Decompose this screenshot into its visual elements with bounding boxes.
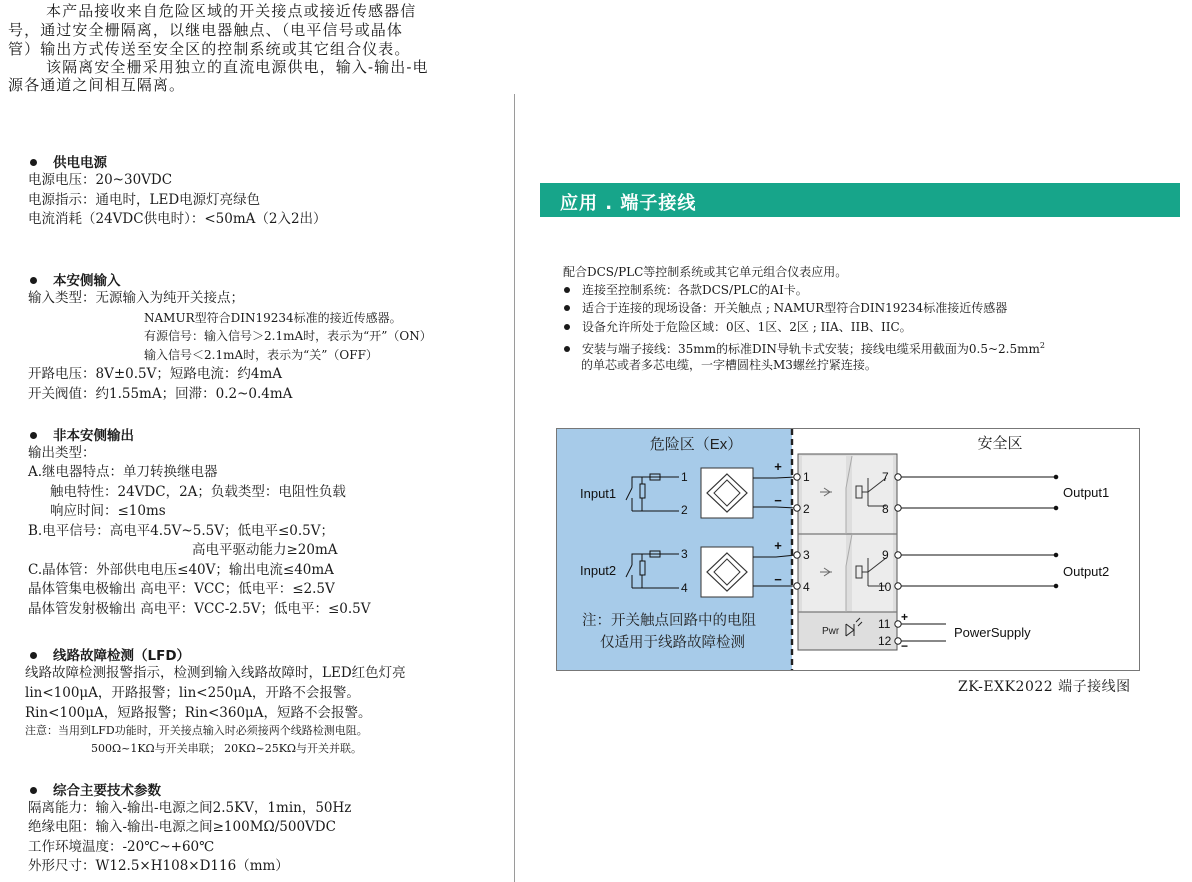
app-continuation: 的单芯或者多芯电缆，一字槽圆柱头M3螺丝拧紧连接。	[581, 358, 877, 372]
input-type: 输入类型：无源输入为纯开关接点；	[28, 290, 244, 306]
module-panel-4	[852, 534, 893, 612]
diagram-note-1: 注：开关触点回路中的电阻	[582, 613, 756, 629]
terminal-7: 7	[882, 470, 889, 484]
output-response: 响应时间：≤10ms	[50, 503, 166, 519]
output-level: B.电平信号：高电平4.5V~5.5V；低电平≤0.5V；	[28, 523, 334, 539]
app-bullet-4	[564, 337, 1045, 358]
power-voltage: 电源电压：20~30VDC	[28, 172, 173, 188]
specs-title: 综合主要技术参数	[53, 783, 161, 799]
safe-label: 安全区	[977, 435, 1023, 452]
bullet-icon	[30, 277, 37, 284]
input-open-voltage: 开路电压：8V±0.5V；短路电流：约4mA	[28, 366, 283, 382]
bullet-icon	[30, 652, 37, 659]
diagram-note-2: 仅适用于线路故障检测	[600, 635, 745, 651]
power-minus: −	[901, 639, 909, 653]
power-indicator: 电源指示：通电时，LED电源灯亮绿色	[28, 192, 261, 208]
output-title: 非本安侧输出	[53, 428, 134, 444]
terminal-3: 3	[803, 548, 810, 562]
power-current: 电流消耗（24VDC供电时）：<50mA（2入2出）	[28, 211, 327, 227]
terminal-2: 2	[803, 502, 810, 516]
specs-heading	[30, 779, 161, 799]
application-intro: 配合DCS/PLC等控制系统或其它单元组合仪表应用。	[563, 265, 848, 279]
bullet-icon	[30, 787, 37, 794]
terminal-10: 10	[878, 580, 892, 594]
output-relay: A.继电器特点：单刀转换继电器	[28, 464, 218, 480]
output1-label: Output1	[1063, 485, 1110, 500]
diagram-caption: ZK-EXK2022 端子接线图	[958, 679, 1131, 695]
app-bullet-1	[564, 281, 808, 299]
output-type: 输出类型：	[28, 445, 96, 461]
output-collector: 晶体管集电极输出 高电平：VCC；低电平：≤2.5V	[28, 581, 335, 597]
spec-temperature: 工作环境温度：-20℃~+60℃	[28, 839, 215, 855]
safe-input-title: 本安侧输入	[53, 273, 121, 289]
lfd-desc: 线路故障检测报警指示，检测到输入线路故障时，LED红色灯亮	[25, 665, 406, 681]
terminal-minus: −	[774, 572, 782, 587]
lfd-note-2: 500Ω~1KΩ与开关串联； 20KΩ~25KΩ与开关并联。	[91, 742, 363, 755]
bullet-icon	[30, 432, 37, 439]
app-bullet-text: 设备允许所处于危险区域：0区、1区、2区 ; IIA、IIB、IIC。	[582, 320, 912, 334]
output-heading	[30, 424, 134, 444]
intro-line-2: 号，通过安全栅隔离，以继电器触点、（电平信号或晶体	[8, 21, 404, 39]
column-divider	[514, 94, 515, 882]
module-panel-3	[802, 534, 846, 612]
power-supply-label: PowerSupply	[954, 625, 1031, 640]
terminal-12: 12	[878, 634, 892, 648]
app-bullet-text: 连接至控制系统：各款DCS/PLC的AI卡。	[582, 283, 808, 297]
input-namur: NAMUR型符合DIN19234标准的接近传感器。	[144, 311, 402, 325]
power-plus: +	[901, 610, 909, 624]
lfd-note-1: 注意：当用到LFD功能时，开关接点输入时必须接两个线路检测电阻。	[25, 724, 368, 737]
spec-dimensions: 外形尺寸：W12.5×H108×D116（mm）	[28, 858, 289, 874]
terminal-4: 4	[803, 580, 810, 594]
input-active-on: 有源信号：输入信号＞2.1mA时，表示为“开”（ON）	[144, 329, 432, 343]
output-contact: 触电特性：24VDC，2A；负载类型：电阻性负载	[50, 484, 346, 500]
terminal-8: 8	[882, 502, 889, 516]
bullet-icon	[564, 346, 570, 352]
hazard-label: 危险区（Ex）	[649, 436, 743, 453]
lfd-open: lin<100μA，开路报警；lin<250μA，开路不会报警。	[25, 685, 360, 701]
application-banner	[540, 183, 1180, 217]
module-panel-1	[802, 456, 846, 534]
input-threshold: 开关阀值：约1.55mA；回滞：0.2~0.4mA	[28, 386, 293, 402]
power-title: 供电电源	[53, 155, 107, 171]
lfd-short: Rin<100μA，短路报警；Rin<360μA，短路不会报警。	[25, 705, 372, 721]
bullet-icon	[564, 305, 570, 311]
terminal-11: 11	[878, 617, 891, 631]
app-bullet-text: 适合于连接的现场设备：开关触点 ; NAMUR型符合DIN19234标准接近传感器	[582, 301, 1008, 315]
intro-line-1: 本产品接收来自危险区域的开关接点或接近传感器信	[46, 2, 417, 20]
intro-line-5: 源各通道之间相互隔离。	[8, 76, 186, 94]
output-emitter: 晶体管发射极输出 高电平：VCC-2.5V；低电平：≤0.5V	[28, 601, 371, 617]
lfd-title: 线路故障检测（LFD）	[53, 648, 191, 664]
intro-line-3: 管）输出方式传送至安全区的控制系统或其它组合仪表。	[8, 40, 411, 58]
terminal-1: 1	[803, 470, 810, 484]
app-bullet-text: 安装与端子接线：35mm的标准DIN导轨卡式安装；接线电缆采用截面为0.5~2.5mm	[582, 342, 1040, 356]
namur-sensor-icon	[701, 547, 753, 597]
terminal-9: 9	[882, 548, 889, 562]
intro-line-4: 该隔离安全栅采用独立的直流电源供电，输入-输出-电	[46, 58, 429, 76]
output-drive: 高电平驱动能力≥20mA	[192, 542, 338, 558]
hazard-terminal-3: 3	[681, 547, 688, 561]
bullet-icon	[564, 324, 570, 330]
input2-label: Input2	[580, 563, 617, 578]
wiring-diagram	[556, 428, 1141, 672]
lfd-heading	[30, 644, 190, 664]
safe-input-heading	[30, 269, 121, 289]
power-heading	[30, 151, 107, 171]
spec-insulation: 绝缘电阻：输入-输出-电源之间≥100MΩ/500VDC	[28, 819, 336, 835]
output2-label: Output2	[1063, 564, 1110, 579]
hazard-terminal-1: 1	[681, 470, 688, 484]
app-bullet-2	[564, 299, 1007, 317]
hazard-terminal-4: 4	[681, 581, 688, 595]
module-panel-2	[852, 456, 893, 534]
bullet-icon	[564, 287, 570, 293]
banner-title: 应用 . 端子接线	[560, 193, 697, 214]
spec-isolation: 隔离能力：输入-输出-电源之间2.5KV，1min，50Hz	[28, 800, 352, 816]
hazard-terminal-2: 2	[681, 503, 688, 517]
hazard-area	[557, 429, 792, 670]
namur-sensor-icon	[701, 468, 753, 518]
bullet-icon	[30, 159, 37, 166]
input-active-off: 输入信号＜2.1mA时，表示为“关”（OFF）	[144, 348, 378, 362]
superscript: 2	[1039, 341, 1045, 350]
terminal-minus: −	[774, 493, 782, 508]
terminal-plus: +	[774, 459, 782, 474]
output-transistor: C.晶体管：外部供电电压≤40V；输出电流≤40mA	[28, 562, 334, 578]
terminal-plus: +	[774, 538, 782, 553]
pwr-label: Pwr	[822, 626, 840, 637]
input1-label: Input1	[580, 486, 617, 501]
app-bullet-3	[564, 318, 912, 336]
